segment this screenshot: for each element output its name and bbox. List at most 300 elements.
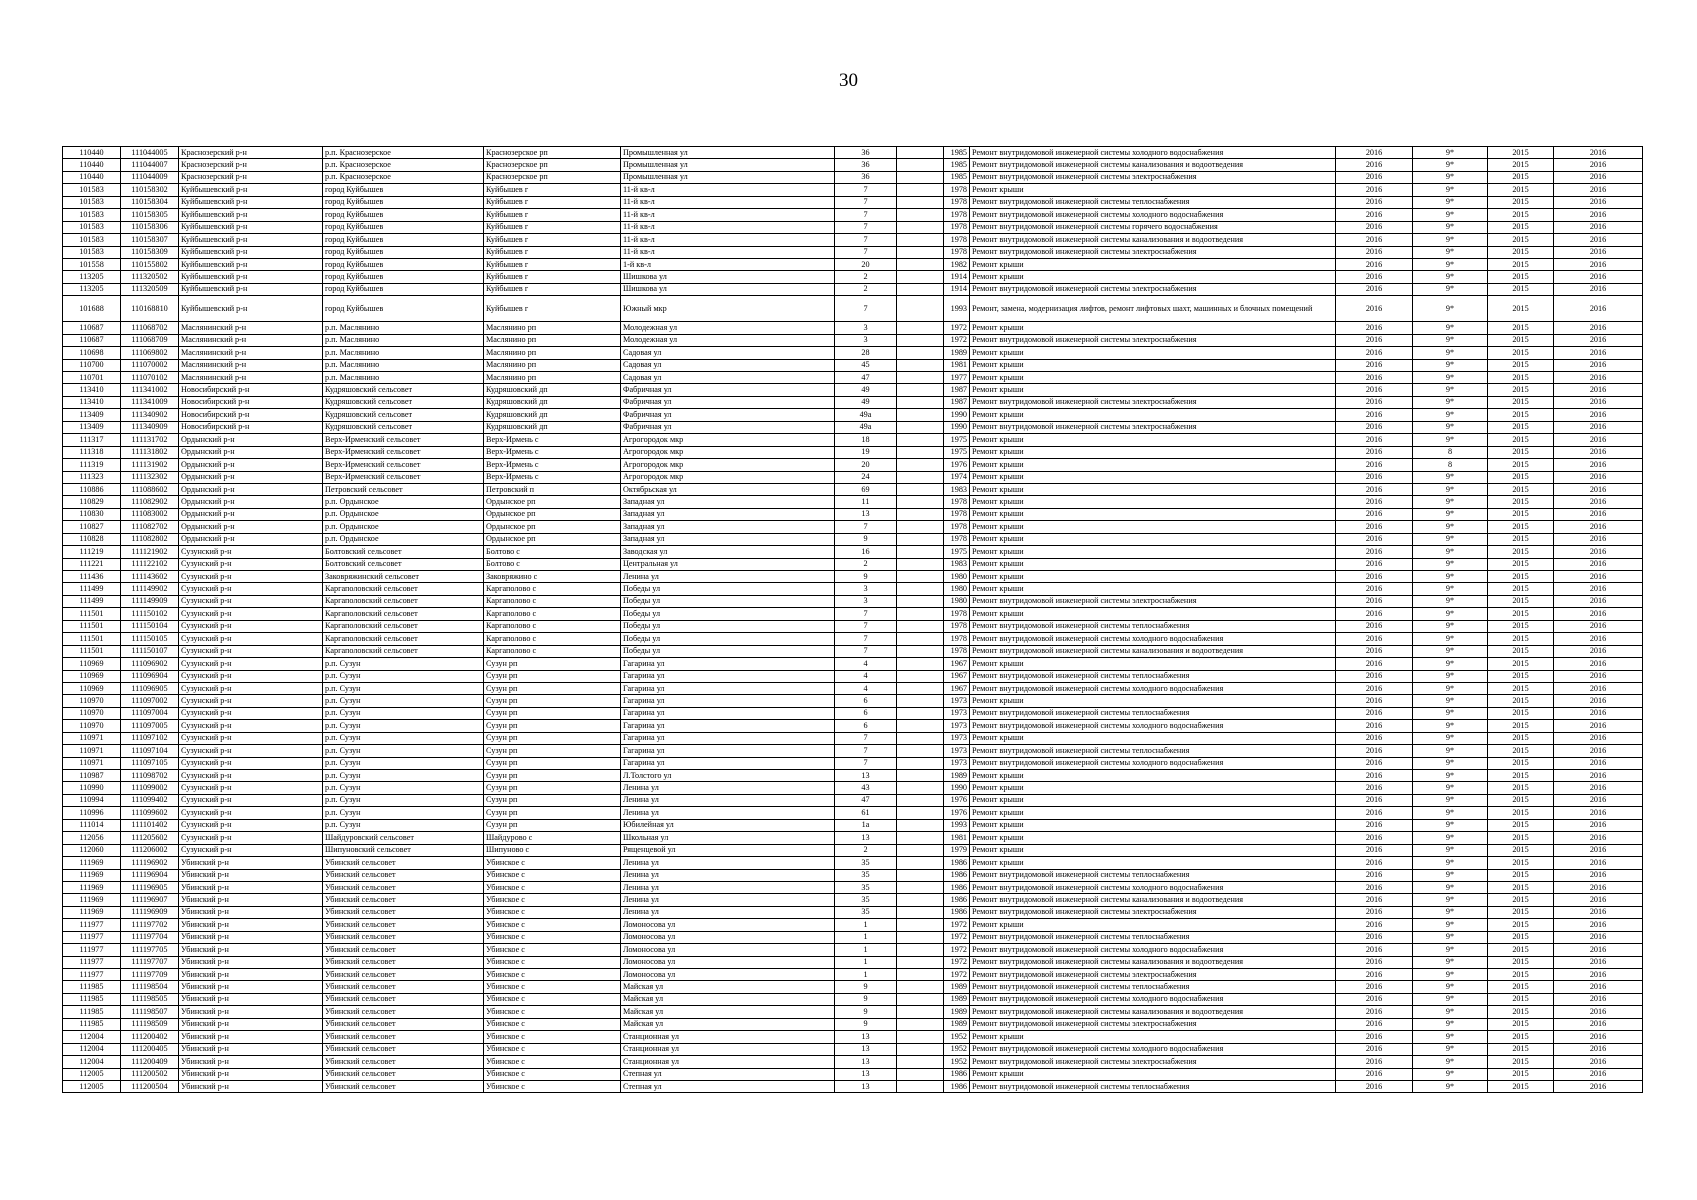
cell-building xyxy=(897,757,944,769)
cell-start-year: 2015 xyxy=(1488,296,1554,322)
cell-year-built: 1914 xyxy=(944,283,970,295)
cell-plan-year: 2016 xyxy=(1336,322,1413,334)
cell-year-built: 1986 xyxy=(944,1068,970,1080)
cell-start-year: 2015 xyxy=(1488,271,1554,283)
cell-street: Гагарина ул xyxy=(621,682,835,694)
cell-district: Сузунский р-н xyxy=(179,794,323,806)
cell-house-number: 35 xyxy=(835,894,897,906)
cell-settlement: Краснозерское рп xyxy=(484,171,621,183)
cell-start-year: 2015 xyxy=(1488,384,1554,396)
cell-criterion: 9* xyxy=(1413,857,1488,869)
cell-start-year: 2015 xyxy=(1488,583,1554,595)
cell-work-type: Ремонт крыши xyxy=(970,819,1336,831)
cell-year-built: 1987 xyxy=(944,384,970,396)
cell-house-number: 7 xyxy=(835,645,897,657)
cell-start-year: 2015 xyxy=(1488,396,1554,408)
cell-municipality: Убинский сельсовет xyxy=(323,1018,484,1030)
cell-settlement: Краснозерское рп xyxy=(484,147,621,159)
cell-house-number: 1 xyxy=(835,931,897,943)
cell-criterion: 8 xyxy=(1413,446,1488,458)
cell-street: Промышленная ул xyxy=(621,147,835,159)
cell-building xyxy=(897,446,944,458)
cell-start-year: 2015 xyxy=(1488,571,1554,583)
cell-district: Новосибирский р-н xyxy=(179,396,323,408)
cell-house-number: 47 xyxy=(835,372,897,384)
cell-district: Убинский р-н xyxy=(179,931,323,943)
cell-work-id: 111122102 xyxy=(121,558,179,570)
cell-municipality: город Куйбышев xyxy=(323,196,484,208)
cell-year-built: 1990 xyxy=(944,409,970,421)
cell-district: Сузунский р-н xyxy=(179,832,323,844)
cell-street: Ломоносова ул xyxy=(621,931,835,943)
cell-work-type: Ремонт крыши xyxy=(970,857,1336,869)
cell-house-number: 19 xyxy=(835,446,897,458)
cell-end-year: 2016 xyxy=(1554,732,1643,744)
cell-plan-year: 2016 xyxy=(1336,906,1413,918)
cell-start-year: 2015 xyxy=(1488,695,1554,707)
cell-end-year: 2016 xyxy=(1554,745,1643,757)
cell-work-id: 111068702 xyxy=(121,322,179,334)
cell-house-number: 1 xyxy=(835,969,897,981)
cell-settlement: Кудряшовский дп xyxy=(484,396,621,408)
cell-house-id: 112004 xyxy=(63,1043,121,1055)
cell-municipality: город Куйбышев xyxy=(323,221,484,233)
cell-end-year: 2016 xyxy=(1554,533,1643,545)
cell-work-id: 110158305 xyxy=(121,209,179,221)
cell-building xyxy=(897,844,944,856)
cell-year-built: 1989 xyxy=(944,347,970,359)
cell-work-type: Ремонт внутридомовой инженерной системы холодного водоснабжения xyxy=(970,881,1336,893)
cell-municipality: р.п. Ордынское xyxy=(323,496,484,508)
cell-building xyxy=(897,1080,944,1092)
table-row xyxy=(63,283,1643,295)
cell-municipality: Болтовский сельсовет xyxy=(323,558,484,570)
cell-district: Сузунский р-н xyxy=(179,633,323,645)
cell-criterion: 9* xyxy=(1413,234,1488,246)
cell-start-year: 2015 xyxy=(1488,1056,1554,1068)
cell-year-built: 1993 xyxy=(944,296,970,322)
cell-district: Ордынский р-н xyxy=(179,434,323,446)
cell-plan-year: 2016 xyxy=(1336,234,1413,246)
cell-year-built: 1952 xyxy=(944,1043,970,1055)
cell-house-number: 7 xyxy=(835,745,897,757)
cell-work-id: 111097004 xyxy=(121,707,179,719)
cell-settlement: Куйбышев г xyxy=(484,196,621,208)
cell-criterion: 9* xyxy=(1413,221,1488,233)
cell-street: Западная ул xyxy=(621,521,835,533)
cell-end-year: 2016 xyxy=(1554,372,1643,384)
cell-plan-year: 2016 xyxy=(1336,595,1413,607)
table-row xyxy=(63,595,1643,607)
cell-district: Убинский р-н xyxy=(179,1006,323,1018)
cell-plan-year: 2016 xyxy=(1336,246,1413,258)
cell-year-built: 1978 xyxy=(944,246,970,258)
cell-district: Сузунский р-н xyxy=(179,782,323,794)
cell-plan-year: 2016 xyxy=(1336,521,1413,533)
table-body xyxy=(63,147,1643,1093)
cell-settlement: Убинское с xyxy=(484,1056,621,1068)
cell-building xyxy=(897,583,944,595)
cell-building xyxy=(897,558,944,570)
cell-house-id: 111501 xyxy=(63,608,121,620)
cell-plan-year: 2016 xyxy=(1336,347,1413,359)
cell-work-id: 111200502 xyxy=(121,1068,179,1080)
cell-municipality: город Куйбышев xyxy=(323,283,484,295)
cell-start-year: 2015 xyxy=(1488,359,1554,371)
cell-street: Ломоносова ул xyxy=(621,956,835,968)
cell-street: Шишкова ул xyxy=(621,271,835,283)
cell-house-id: 110970 xyxy=(63,695,121,707)
table-row xyxy=(63,483,1643,495)
cell-start-year: 2015 xyxy=(1488,196,1554,208)
cell-year-built: 1972 xyxy=(944,956,970,968)
cell-end-year: 2016 xyxy=(1554,707,1643,719)
cell-work-id: 111096904 xyxy=(121,670,179,682)
cell-start-year: 2015 xyxy=(1488,496,1554,508)
cell-building xyxy=(897,1031,944,1043)
cell-criterion: 9* xyxy=(1413,1031,1488,1043)
cell-criterion: 9* xyxy=(1413,608,1488,620)
cell-settlement: Убинское с xyxy=(484,981,621,993)
cell-settlement: Куйбышев г xyxy=(484,184,621,196)
cell-criterion: 9* xyxy=(1413,782,1488,794)
table-row xyxy=(63,869,1643,881)
cell-start-year: 2015 xyxy=(1488,372,1554,384)
cell-municipality: р.п. Краснозерское xyxy=(323,147,484,159)
cell-house-number: 45 xyxy=(835,359,897,371)
cell-work-id: 111150107 xyxy=(121,645,179,657)
cell-street: Садовая ул xyxy=(621,347,835,359)
cell-criterion: 9* xyxy=(1413,471,1488,483)
cell-street: Майская ул xyxy=(621,1006,835,1018)
cell-work-id: 111320509 xyxy=(121,283,179,295)
cell-building xyxy=(897,670,944,682)
cell-start-year: 2015 xyxy=(1488,770,1554,782)
cell-end-year: 2016 xyxy=(1554,521,1643,533)
cell-end-year: 2016 xyxy=(1554,695,1643,707)
table-row xyxy=(63,969,1643,981)
cell-settlement: Маслянино рп xyxy=(484,347,621,359)
cell-end-year: 2016 xyxy=(1554,283,1643,295)
cell-year-built: 1976 xyxy=(944,459,970,471)
cell-municipality: Убинский сельсовет xyxy=(323,993,484,1005)
table-row xyxy=(63,359,1643,371)
cell-work-type: Ремонт внутридомовой инженерной системы электроснабжения xyxy=(970,421,1336,433)
cell-building xyxy=(897,234,944,246)
cell-start-year: 2015 xyxy=(1488,446,1554,458)
cell-start-year: 2015 xyxy=(1488,944,1554,956)
cell-criterion: 9* xyxy=(1413,1080,1488,1092)
cell-year-built: 1989 xyxy=(944,1006,970,1018)
cell-end-year: 2016 xyxy=(1554,147,1643,159)
cell-start-year: 2015 xyxy=(1488,956,1554,968)
cell-criterion: 9* xyxy=(1413,770,1488,782)
cell-criterion: 9* xyxy=(1413,732,1488,744)
cell-work-type: Ремонт внутридомовой инженерной системы холодного водоснабжения xyxy=(970,993,1336,1005)
cell-year-built: 1974 xyxy=(944,471,970,483)
cell-building xyxy=(897,421,944,433)
cell-building xyxy=(897,459,944,471)
cell-work-id: 111340902 xyxy=(121,409,179,421)
cell-street: Гагарина ул xyxy=(621,670,835,682)
cell-building xyxy=(897,1056,944,1068)
cell-start-year: 2015 xyxy=(1488,794,1554,806)
cell-settlement: Убинское с xyxy=(484,919,621,931)
cell-building xyxy=(897,695,944,707)
cell-start-year: 2015 xyxy=(1488,533,1554,545)
cell-district: Убинский р-н xyxy=(179,919,323,931)
cell-work-type: Ремонт внутридомовой инженерной системы холодного водоснабжения xyxy=(970,1043,1336,1055)
cell-house-number: 7 xyxy=(835,732,897,744)
table-row xyxy=(63,147,1643,159)
cell-year-built: 1980 xyxy=(944,571,970,583)
cell-year-built: 1967 xyxy=(944,670,970,682)
cell-house-number: 16 xyxy=(835,546,897,558)
table-row xyxy=(63,770,1643,782)
cell-work-type: Ремонт крыши xyxy=(970,471,1336,483)
cell-settlement: Маслянино рп xyxy=(484,359,621,371)
cell-house-id: 110994 xyxy=(63,794,121,806)
cell-building xyxy=(897,546,944,558)
cell-criterion: 9* xyxy=(1413,396,1488,408)
cell-end-year: 2016 xyxy=(1554,184,1643,196)
cell-plan-year: 2016 xyxy=(1336,184,1413,196)
cell-district: Куйбышевский р-н xyxy=(179,283,323,295)
cell-municipality: Убинский сельсовет xyxy=(323,857,484,869)
cell-municipality: р.п. Сузун xyxy=(323,770,484,782)
cell-building xyxy=(897,384,944,396)
cell-year-built: 1952 xyxy=(944,1056,970,1068)
cell-district: Убинский р-н xyxy=(179,1080,323,1092)
table-row xyxy=(63,533,1643,545)
cell-building xyxy=(897,682,944,694)
cell-district: Куйбышевский р-н xyxy=(179,184,323,196)
cell-plan-year: 2016 xyxy=(1336,409,1413,421)
cell-house-number: 61 xyxy=(835,807,897,819)
cell-building xyxy=(897,271,944,283)
cell-settlement: Куйбышев г xyxy=(484,296,621,322)
cell-year-built: 1985 xyxy=(944,171,970,183)
cell-settlement: Куйбышев г xyxy=(484,246,621,258)
cell-plan-year: 2016 xyxy=(1336,372,1413,384)
cell-start-year: 2015 xyxy=(1488,159,1554,171)
cell-plan-year: 2016 xyxy=(1336,558,1413,570)
cell-house-id: 110969 xyxy=(63,682,121,694)
cell-building xyxy=(897,508,944,520)
cell-start-year: 2015 xyxy=(1488,171,1554,183)
cell-settlement: Болтово с xyxy=(484,546,621,558)
cell-building xyxy=(897,1068,944,1080)
cell-start-year: 2015 xyxy=(1488,184,1554,196)
cell-house-id: 110970 xyxy=(63,720,121,732)
cell-street: Ленина ул xyxy=(621,857,835,869)
page-number: 30 xyxy=(839,70,858,91)
cell-building xyxy=(897,645,944,657)
cell-building xyxy=(897,396,944,408)
cell-district: Маслянинский р-н xyxy=(179,334,323,346)
cell-district: Убинский р-н xyxy=(179,981,323,993)
cell-end-year: 2016 xyxy=(1554,271,1643,283)
cell-work-id: 111150105 xyxy=(121,633,179,645)
cell-year-built: 1976 xyxy=(944,807,970,819)
table-row xyxy=(63,446,1643,458)
cell-end-year: 2016 xyxy=(1554,869,1643,881)
cell-district: Сузунский р-н xyxy=(179,571,323,583)
cell-settlement: Убинское с xyxy=(484,894,621,906)
cell-house-id: 111501 xyxy=(63,620,121,632)
cell-criterion: 9* xyxy=(1413,819,1488,831)
cell-municipality: Кудряшовский сельсовет xyxy=(323,409,484,421)
cell-building xyxy=(897,296,944,322)
cell-work-type: Ремонт крыши xyxy=(970,384,1336,396)
cell-work-id: 111101402 xyxy=(121,819,179,831)
cell-plan-year: 2016 xyxy=(1336,147,1413,159)
cell-year-built: 1978 xyxy=(944,608,970,620)
cell-house-number: 9 xyxy=(835,1006,897,1018)
cell-criterion: 9* xyxy=(1413,258,1488,270)
table-row xyxy=(63,894,1643,906)
cell-work-type: Ремонт внутридомовой инженерной системы теплоснабжения xyxy=(970,1080,1336,1092)
cell-criterion: 9* xyxy=(1413,869,1488,881)
cell-house-id: 111969 xyxy=(63,869,121,881)
cell-district: Убинский р-н xyxy=(179,906,323,918)
cell-house-number: 24 xyxy=(835,471,897,483)
cell-plan-year: 2016 xyxy=(1336,471,1413,483)
cell-municipality: р.п. Сузун xyxy=(323,807,484,819)
cell-work-type: Ремонт крыши xyxy=(970,184,1336,196)
cell-work-type: Ремонт внутридомовой инженерной системы канализования и водоотведения xyxy=(970,234,1336,246)
cell-street: Агрогородок мкр xyxy=(621,471,835,483)
cell-settlement: Ордынское рп xyxy=(484,496,621,508)
cell-house-number: 7 xyxy=(835,633,897,645)
cell-house-number: 69 xyxy=(835,483,897,495)
table-row xyxy=(63,857,1643,869)
cell-house-number: 2 xyxy=(835,558,897,570)
cell-settlement: Петровский п xyxy=(484,483,621,495)
cell-plan-year: 2016 xyxy=(1336,1006,1413,1018)
cell-district: Сузунский р-н xyxy=(179,558,323,570)
cell-start-year: 2015 xyxy=(1488,894,1554,906)
table-row xyxy=(63,234,1643,246)
cell-building xyxy=(897,521,944,533)
table-row xyxy=(63,658,1643,670)
cell-end-year: 2016 xyxy=(1554,546,1643,558)
cell-district: Сузунский р-н xyxy=(179,745,323,757)
cell-district: Маслянинский р-н xyxy=(179,322,323,334)
cell-criterion: 9* xyxy=(1413,894,1488,906)
cell-end-year: 2016 xyxy=(1554,832,1643,844)
cell-house-id: 111499 xyxy=(63,595,121,607)
cell-settlement: Убинское с xyxy=(484,1043,621,1055)
cell-house-id: 110828 xyxy=(63,533,121,545)
table-row xyxy=(63,471,1643,483)
cell-start-year: 2015 xyxy=(1488,993,1554,1005)
cell-work-id: 111197707 xyxy=(121,956,179,968)
cell-house-id: 101583 xyxy=(63,196,121,208)
cell-settlement: Краснозерское рп xyxy=(484,159,621,171)
cell-settlement: Маслянино рп xyxy=(484,334,621,346)
cell-work-type: Ремонт крыши xyxy=(970,372,1336,384)
cell-work-id: 111099402 xyxy=(121,794,179,806)
cell-house-number: 28 xyxy=(835,347,897,359)
cell-municipality: Каргаполовский сельсовет xyxy=(323,583,484,595)
cell-building xyxy=(897,595,944,607)
cell-work-id: 110158306 xyxy=(121,221,179,233)
cell-building xyxy=(897,334,944,346)
cell-building xyxy=(897,571,944,583)
cell-district: Убинский р-н xyxy=(179,857,323,869)
cell-end-year: 2016 xyxy=(1554,969,1643,981)
cell-end-year: 2016 xyxy=(1554,434,1643,446)
cell-work-type: Ремонт крыши xyxy=(970,807,1336,819)
cell-start-year: 2015 xyxy=(1488,283,1554,295)
cell-municipality: р.п. Сузун xyxy=(323,707,484,719)
cell-work-type: Ремонт крыши xyxy=(970,608,1336,620)
cell-municipality: р.п. Сузун xyxy=(323,782,484,794)
cell-work-id: 111097005 xyxy=(121,720,179,732)
cell-house-id: 110886 xyxy=(63,483,121,495)
cell-municipality: Убинский сельсовет xyxy=(323,1031,484,1043)
cell-building xyxy=(897,919,944,931)
cell-start-year: 2015 xyxy=(1488,682,1554,694)
cell-work-type: Ремонт крыши xyxy=(970,483,1336,495)
cell-building xyxy=(897,807,944,819)
cell-criterion: 9* xyxy=(1413,483,1488,495)
cell-district: Сузунский р-н xyxy=(179,645,323,657)
cell-work-id: 111200402 xyxy=(121,1031,179,1043)
cell-end-year: 2016 xyxy=(1554,658,1643,670)
cell-house-number: 2 xyxy=(835,844,897,856)
table-row xyxy=(63,221,1643,233)
cell-street: Садовая ул xyxy=(621,359,835,371)
cell-start-year: 2015 xyxy=(1488,1068,1554,1080)
cell-criterion: 9* xyxy=(1413,993,1488,1005)
table-row xyxy=(63,384,1643,396)
cell-criterion: 9* xyxy=(1413,571,1488,583)
cell-work-id: 111197709 xyxy=(121,969,179,981)
cell-year-built: 1972 xyxy=(944,334,970,346)
cell-settlement: Каргаполово с xyxy=(484,645,621,657)
cell-year-built: 1985 xyxy=(944,159,970,171)
cell-settlement: Кудряшовский дп xyxy=(484,421,621,433)
cell-house-id: 112005 xyxy=(63,1080,121,1092)
cell-criterion: 9* xyxy=(1413,271,1488,283)
cell-criterion: 9* xyxy=(1413,347,1488,359)
cell-house-id: 110971 xyxy=(63,757,121,769)
cell-plan-year: 2016 xyxy=(1336,707,1413,719)
cell-house-number: 7 xyxy=(835,620,897,632)
cell-criterion: 9* xyxy=(1413,757,1488,769)
cell-street: Майская ул xyxy=(621,1018,835,1030)
cell-end-year: 2016 xyxy=(1554,209,1643,221)
cell-house-id: 110970 xyxy=(63,707,121,719)
capital-repair-table xyxy=(62,146,1643,1093)
cell-house-id: 113205 xyxy=(63,283,121,295)
cell-street: Гагарина ул xyxy=(621,695,835,707)
cell-year-built: 1986 xyxy=(944,894,970,906)
cell-work-type: Ремонт внутридомовой инженерной системы холодного водоснабжения xyxy=(970,757,1336,769)
cell-end-year: 2016 xyxy=(1554,894,1643,906)
cell-criterion: 9* xyxy=(1413,558,1488,570)
cell-plan-year: 2016 xyxy=(1336,1056,1413,1068)
cell-plan-year: 2016 xyxy=(1336,732,1413,744)
cell-settlement: Убинское с xyxy=(484,944,621,956)
cell-start-year: 2015 xyxy=(1488,931,1554,943)
cell-year-built: 1980 xyxy=(944,595,970,607)
cell-street: Южный мкр xyxy=(621,296,835,322)
cell-municipality: р.п. Маслянино xyxy=(323,359,484,371)
cell-district: Новосибирский р-н xyxy=(179,421,323,433)
